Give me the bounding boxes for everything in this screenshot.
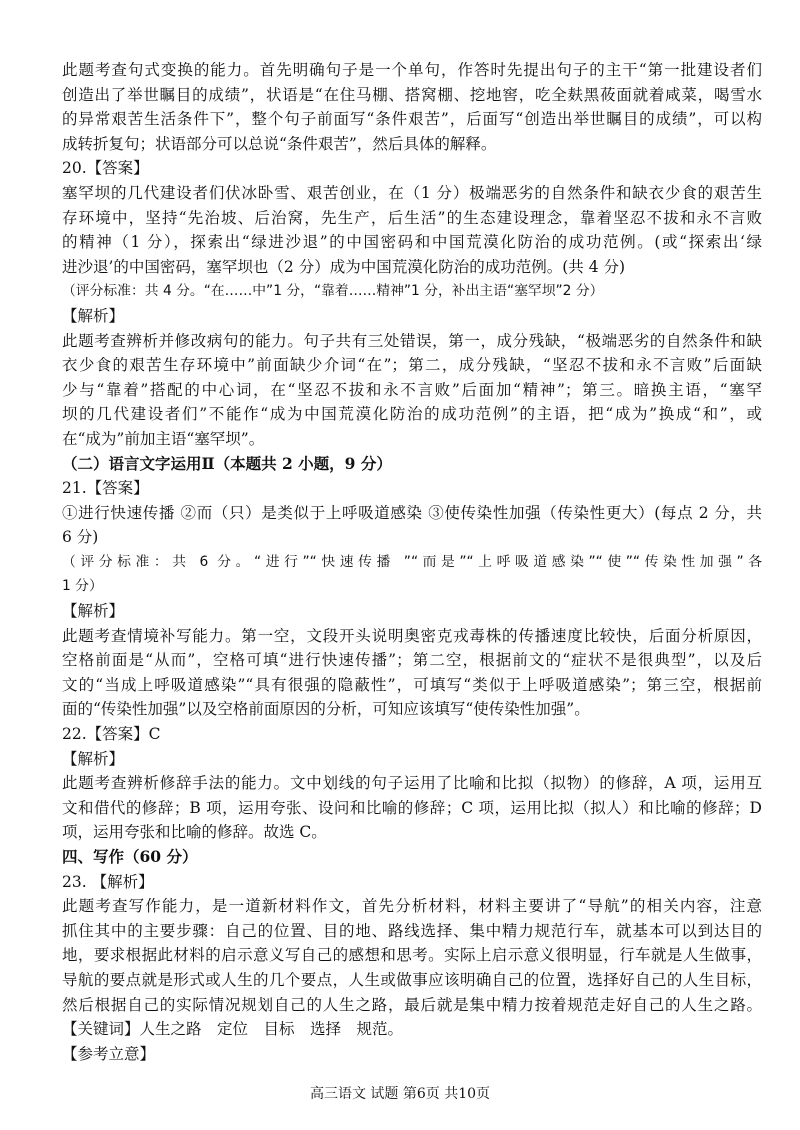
text-line: 22.【答案】C: [62, 725, 161, 744]
text-line: 【解析】: [62, 306, 125, 325]
text-line: 21.【答案】: [62, 479, 149, 498]
text-line: 空格前面是“从而”，空格可填“进行快速传播”；第二空，根据前文的“症状不是很典型”，以及后: [62, 651, 762, 670]
text-line: 1 分）: [62, 578, 103, 595]
text-line: 在“成为”前加主语“塞罕坝”。: [62, 429, 265, 448]
text-line: 【关键词】人生之路 定位 目标 选择 规范。: [62, 1020, 404, 1039]
page-footer: 高三语文 试题 第6页 共10页: [309, 1086, 491, 1102]
text-line: 面的“传染性加强”以及空格前面原因的分析，可知应该填写“使传染性加强”。: [62, 700, 590, 719]
text-line: 进沙退’的中国密码，塞罕坝也（2 分）成为中国荒漠化防治的成功范例。(共 4 分): [62, 257, 626, 276]
text-line: 坝的几代建设者们”不能作“成为中国荒漠化防治的成功范例”的主语，把“成为”换成“和”，或: [62, 405, 762, 424]
text-line: 塞罕坝的几代建设者们伏冰卧雪、艰苦创业，在（1 分）极端恶劣的自然条件和缺衣少食的艰苦生: [62, 183, 762, 202]
text-line: 此题考查句式变换的能力。首先明确句子是一个单句，作答时先提出句子的主干“第一批建设者们: [62, 61, 762, 79]
text-line: 的精神（1 分），探索出“绿进沙退”的中国密码和中国荒漠化防治的成功范例。(或“探索出‘绿: [62, 233, 762, 252]
section-heading: 四、写作（60 分）: [62, 847, 198, 866]
text-line: 创造出了举世瞩目的成绩”，状语是“在住马棚、搭窝棚、挖地窖，吃全麸黑莜面就着咸菜，喝雪水: [62, 85, 762, 104]
text-line: 【解析】: [62, 602, 125, 621]
text-line: 6 分): [62, 528, 99, 547]
section-heading: （二）语言文字运用Ⅱ（本题共 2 小题，9 分）: [62, 453, 392, 473]
text-line: 文和借代的修辞；B 项，运用夸张、设问和比喻的修辞；C 项，运用比拟（拟人）和比喻的修辞；D: [62, 798, 762, 817]
text-line: 此题考查辨析并修改病句的能力。句子共有三处错误，第一，成分残缺，“极端恶劣的自然条件和缺: [62, 331, 762, 350]
text-line: 20.【答案】: [62, 159, 149, 178]
text-line: 的异常艰苦生活条件下”，整个句子前面写“条件艰苦”，后面写“创造出举世瞩目的成绩”，可以构: [62, 110, 762, 129]
text-line: 项，运用夸张和比喻的修辞。故选 C。: [62, 823, 327, 842]
answer-body: [62, 58, 762, 1066]
text-line: 衣少食的艰苦生存环境中”前面缺少介词“在”；第二，成分残缺，“坚忍不拔和永不言败”后面缺: [62, 356, 762, 375]
text-line: 导航的要点就是形式或人生的几个要点，人生或做事应该明确自己的位置，选择好自己的人生目标，: [62, 970, 762, 989]
text-line: 【解析】: [62, 749, 125, 768]
text-line: 地，要求根据此材料的启示意义写自己的感想和思考。实际上启示意义很明显，行车就是人生做事，: [62, 946, 762, 965]
text-line: 23. 【解析】: [62, 872, 154, 891]
text-line: 此题考查辨析修辞手法的能力。文中划线的句子运用了比喻和比拟（拟物）的修辞，A 项，运用互: [62, 774, 762, 793]
text-line: 此题考查情境补写能力。第一空，文段开头说明奥密克戎毒株的传播速度比较快，后面分析原因，: [62, 626, 762, 645]
text-line: 【参考立意】: [62, 1044, 156, 1063]
text-line: （评分标准：共 4 分。“在……中”1 分，“靠着……精神”1 分，补出主语“塞罕坝”2 分）: [62, 283, 604, 300]
text-line: （评分标准：共 6 分。“进行”“快速传播 ”“而是”“上呼吸道感染”“使”“传染性加强”各: [62, 553, 762, 570]
text-line: 抓住其中的主要步骤：自己的位置、目的地、路线选择、集中精力规范行车，就基本可以到达目的: [62, 921, 762, 940]
text-line: 存环境中，坚持“先治坡、后治窝，先生产，后生活”的生态建设理念，靠着坚忍不拔和永不言败: [62, 208, 762, 227]
text-line: 此题考查写作能力，是一道新材料作文，首先分析材料，材料主要讲了“导航”的相关内容，注意: [62, 897, 762, 916]
text-line: 成转折复句；状语部分可以总说“条件艰苦”，然后具体的解释。: [62, 134, 497, 153]
text-line: 少与“靠着”搭配的中心词，在“坚忍不拔和永不言败”后面加“精神”；第三。暗换主语，“塞罕: [62, 380, 762, 399]
text-line: 然后根据自己的实际情况规划自己的人生之路，最后就是集中精力按着规范走好自己的人生之路。: [62, 995, 762, 1014]
text-line: 文的“当成上呼吸道感染”“具有很强的隐蔽性”，可填写“类似于上呼吸道感染”；第三空，根据前: [62, 675, 762, 694]
text-line: ①进行快速传播 ②而（只）是类似于上呼吸道感染 ③使传染性加强（传染性更大）(每点 2 分，共: [62, 503, 762, 522]
